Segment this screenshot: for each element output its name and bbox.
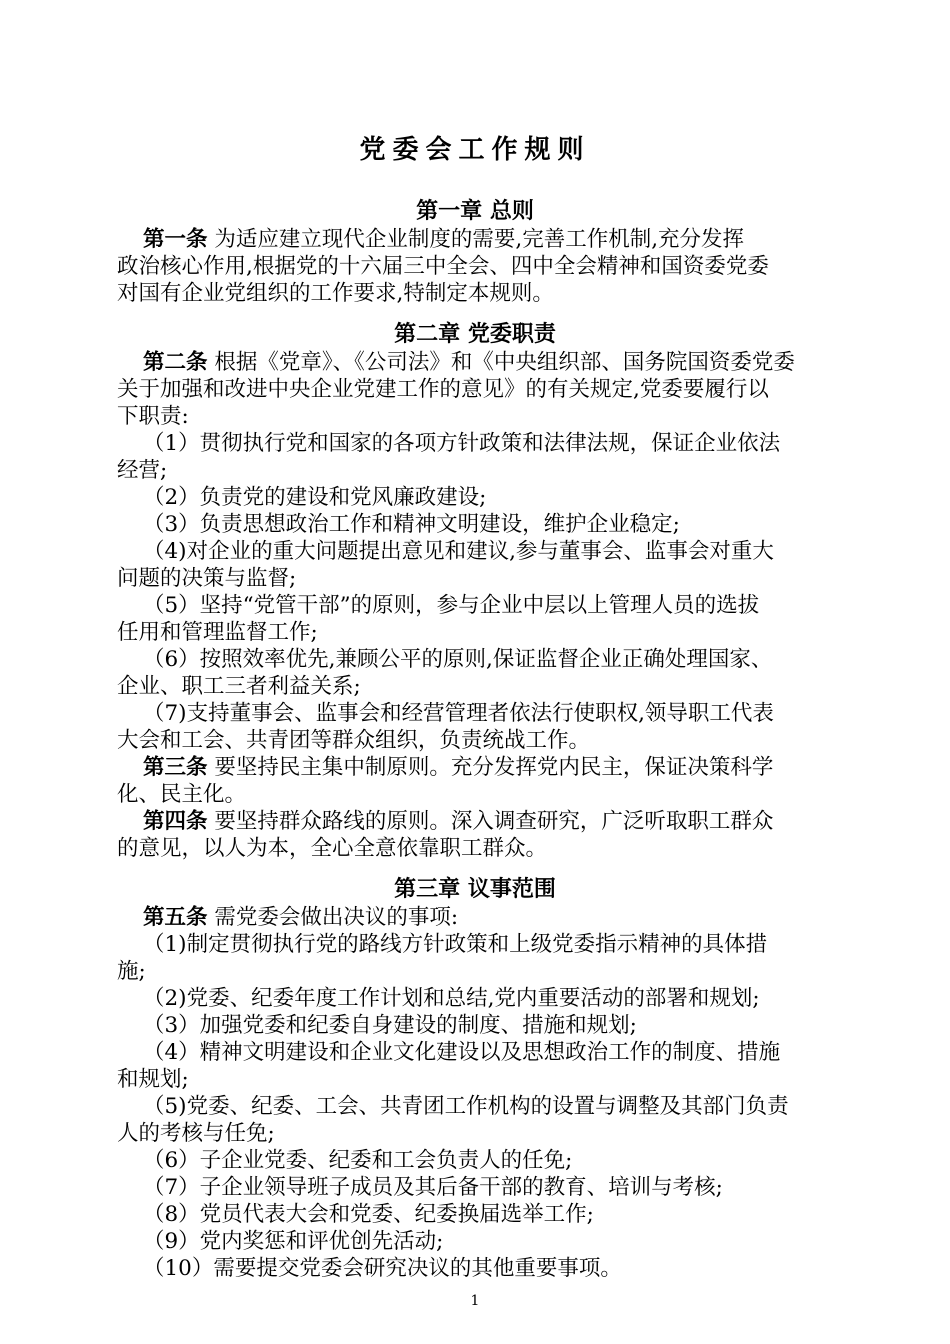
article-2-line-3: 下职责:: [117, 404, 189, 429]
matter-10-line-1: （10）需要提交党委会研究决议的其他重要事项。: [143, 1256, 622, 1281]
article-2-line-1: 第二条 根据《党章》、《公司法》和《中央组织部、国务院国资委党委: [143, 350, 795, 375]
article-5-label: 第五条: [143, 905, 208, 930]
article-1-line-2: 政治核心作用,根据党的十六届三中全会、四中全会精神和国资委党委: [117, 254, 769, 279]
matter-2-line-1: （2)党委、纪委年度工作计划和总结,党内重要活动的部署和规划;: [143, 986, 760, 1011]
document-title: 党委会工作规则: [359, 135, 591, 165]
chapter-1-heading: 第一章 总则: [416, 199, 534, 224]
matter-4-line-1: （4）精神文明建设和企业文化建设以及思想政治工作的制度、措施: [143, 1040, 781, 1065]
duty-2-line-1: （2）负责党的建设和党风廉政建设;: [143, 485, 487, 510]
matter-6-line-1: （6）子企业党委、纪委和工会负责人的任免;: [143, 1148, 573, 1173]
matter-5-line-2: 人的考核与任免;: [117, 1121, 275, 1146]
article-5-line-1: 第五条 需党委会做出决议的事项:: [143, 905, 459, 930]
matter-7-line-1: （7）子企业领导班子成员及其后备干部的教育、培训与考核;: [143, 1175, 723, 1200]
article-2-line-2: 关于加强和改进中央企业党建工作的意见》的有关规定,党委要履行以: [117, 377, 769, 402]
duty-6-line-2: 企业、职工三者利益关系;: [117, 674, 361, 699]
article-3-line-2: 化、民主化。: [117, 782, 247, 807]
duty-6-line-1: （6）按照效率优先,兼顾公平的原则,保证监督企业正确处理国家、: [143, 647, 773, 672]
duty-7-line-1: （7)支持董事会、监事会和经营管理者依法行使职权,领导职工代表: [143, 701, 774, 726]
duty-5-line-2: 任用和管理监督工作;: [117, 620, 318, 645]
article-1-line-3: 对国有企业党组织的工作要求,特制定本规则。: [117, 281, 554, 306]
matter-4-line-2: 和规划;: [117, 1067, 189, 1092]
matter-3-line-1: （3）加强党委和纪委自身建设的制度、措施和规划;: [143, 1013, 637, 1038]
chapter-2-heading: 第二章 党委职责: [394, 322, 556, 347]
article-1-label: 第一条: [143, 227, 208, 252]
article-1-line-1: 第一条 为适应建立现代企业制度的需要,完善工作机制,充分发挥: [143, 227, 745, 252]
duty-4-line-1: （4)对企业的重大问题提出意见和建议,参与董事会、监事会对重大: [143, 539, 774, 564]
chapter-3-heading: 第三章 议事范围: [394, 877, 556, 902]
matter-9-line-1: （9）党内奖惩和评优创先活动;: [143, 1229, 444, 1254]
duty-7-line-2: 大会和工会、共青团等群众组织，负责统战工作。: [117, 728, 591, 753]
matter-8-line-1: （8）党员代表大会和党委、纪委换届选举工作;: [143, 1202, 594, 1227]
matter-1-line-2: 施;: [117, 959, 146, 984]
matter-1-line-1: （1)制定贯彻执行党的路线方针政策和上级党委指示精神的具体措: [143, 932, 768, 957]
duty-1-line-1: （1）贯彻执行党和国家的各项方针政策和法律法规，保证企业依法: [143, 431, 781, 456]
article-3-label: 第三条: [143, 755, 208, 780]
matter-5-line-1: （5)党委、纪委、工会、共青团工作机构的设置与调整及其部门负责: [143, 1094, 789, 1119]
duty-5-line-1: （5）坚持“党管干部”的原则，参与企业中层以上管理人员的选拔: [143, 593, 760, 618]
article-4-label: 第四条: [143, 809, 208, 834]
page-number: 1: [470, 1293, 480, 1309]
article-4-line-2: 的意见，以人为本，全心全意依靠职工群众。: [117, 836, 548, 861]
duty-3-line-1: （3）负责思想政治工作和精神文明建设，维护企业稳定;: [143, 512, 680, 537]
article-3-line-1: 第三条 要坚持民主集中制原则。充分发挥党内民主，保证决策科学: [143, 755, 774, 780]
article-4-line-1: 第四条 要坚持群众路线的原则。深入调查研究，广泛听取职工群众: [143, 809, 774, 834]
duty-1-line-2: 经营;: [117, 458, 168, 483]
article-2-label: 第二条: [143, 350, 208, 375]
duty-4-line-2: 问题的决策与监督;: [117, 566, 297, 591]
